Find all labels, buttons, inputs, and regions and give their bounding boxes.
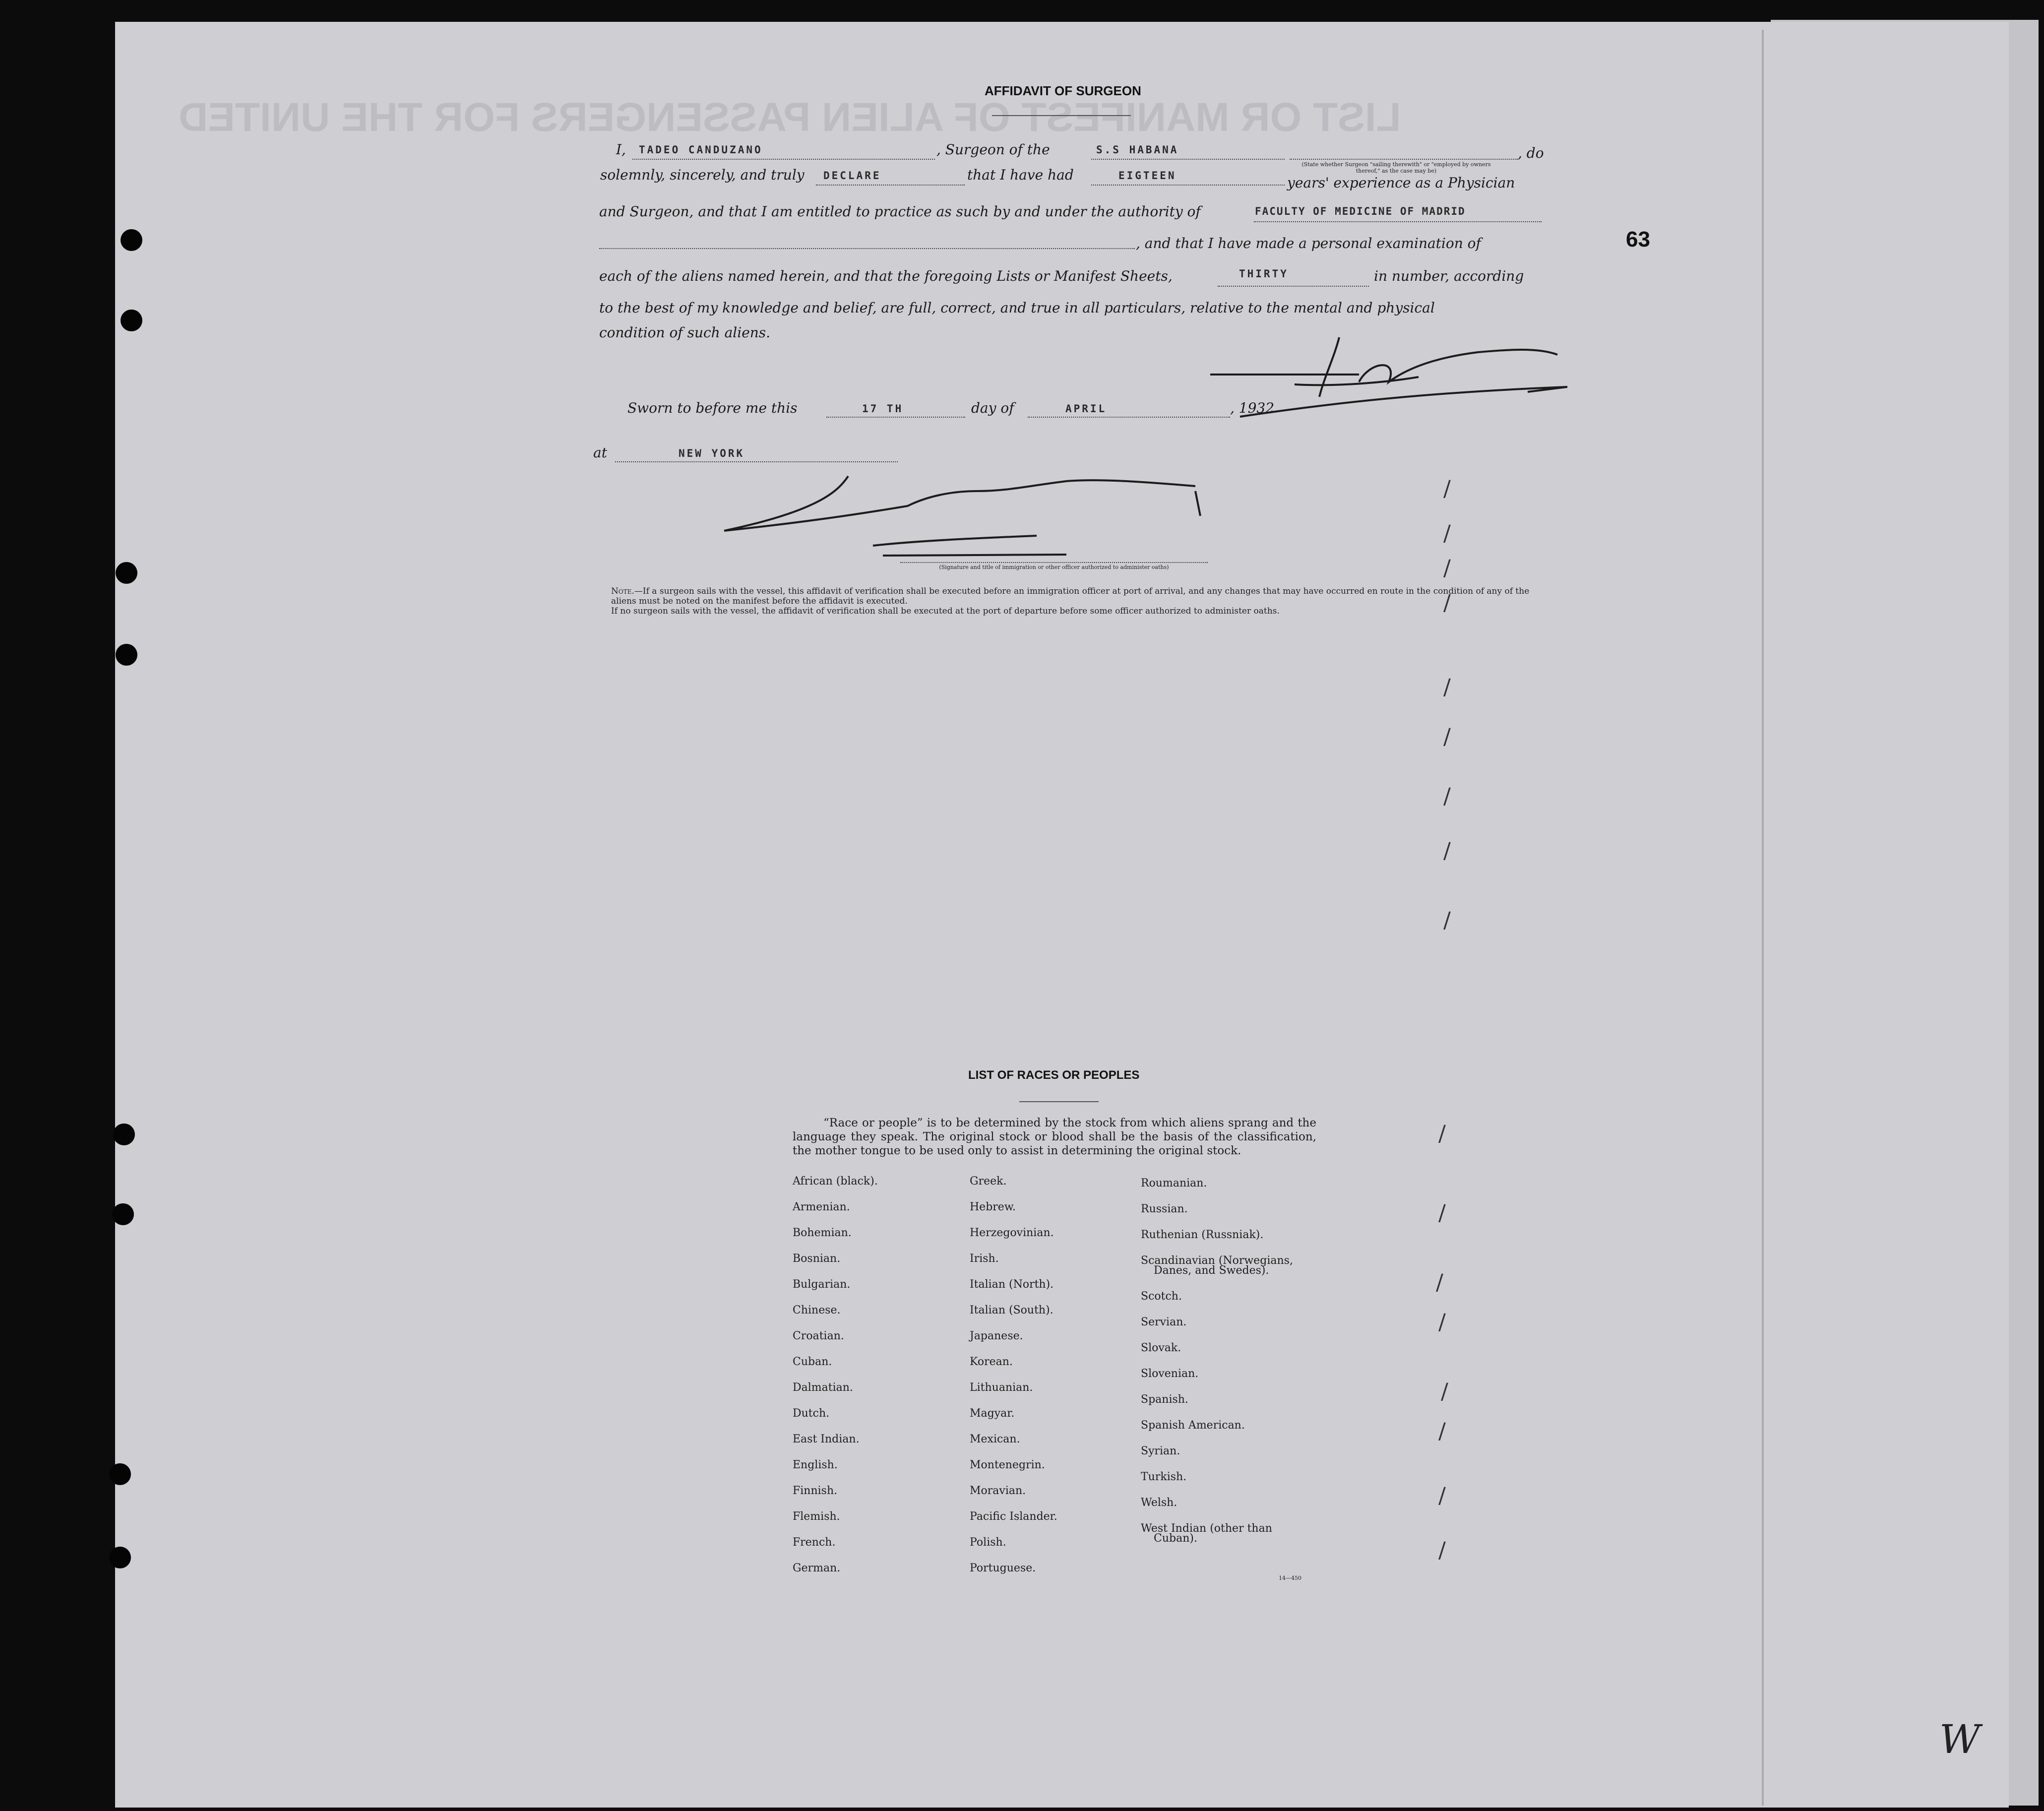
punch-hole <box>112 1203 134 1225</box>
check-tick: / <box>1438 1538 1446 1563</box>
punch-hole <box>116 644 137 666</box>
race-entry: Moravian. <box>970 1485 1026 1497</box>
race-entry: Portuguese. <box>970 1562 1036 1574</box>
race-entry: Slovak. <box>1141 1342 1181 1354</box>
title-underline <box>992 115 1131 116</box>
note-text-1: —If a surgeon sails with the vessel, this affidavit of verification shall be executed before an immigration officer at port of arrival, and any changes that may have occurred en route in the condition of any of the aliens must be noted on the manifest before the affidavit is executed. <box>611 586 1530 606</box>
manifest-sheet-count: THIRTY <box>1239 268 1289 280</box>
fill-line <box>1254 221 1542 222</box>
race-entry: Welsh. <box>1141 1497 1177 1509</box>
race-entry: English. <box>793 1459 838 1471</box>
sworn-month: APRIL <box>1065 403 1107 415</box>
affidavit-line5-end: in number, according <box>1374 268 1524 284</box>
fill-line <box>599 248 1135 249</box>
check-tick: / <box>1438 1200 1446 1226</box>
check-tick: / <box>1441 1379 1448 1404</box>
race-entry: Italian (South). <box>970 1304 1053 1316</box>
years-experience: EIGTEEN <box>1118 170 1177 182</box>
race-entry: Scandinavian (Norwegians, <box>1141 1254 1293 1267</box>
fill-line <box>1290 159 1518 160</box>
race-entry: Italian (North). <box>970 1278 1054 1291</box>
check-tick: / <box>1443 556 1451 581</box>
fill-line <box>1218 286 1369 287</box>
affidavit-line7: condition of such aliens. <box>599 324 771 341</box>
race-entry: Greek. <box>970 1175 1007 1187</box>
races-column-2 <box>970 1176 1057 1574</box>
race-entry: French. <box>793 1536 836 1549</box>
race-entry: Roumanian. <box>1141 1177 1207 1189</box>
sworn-year: , 1932 <box>1230 400 1275 416</box>
race-entry: Cuban). <box>1154 1532 1197 1545</box>
fill-line <box>1091 185 1285 186</box>
races-column-1 <box>793 1176 878 1574</box>
race-entry: Bohemian. <box>793 1227 852 1239</box>
check-tick: / <box>1443 784 1451 809</box>
race-entry: Slovenian. <box>1141 1368 1199 1380</box>
affidavit-line2-prefix: solemnly, sincerely, and truly <box>600 167 805 183</box>
officer-signature-caption: (Signature and title of immigration or other officer authorized to administer oaths) <box>939 564 1169 570</box>
race-entry: Japanese. <box>970 1330 1023 1342</box>
race-entry: Irish. <box>970 1252 999 1265</box>
race-entry: Hebrew. <box>970 1201 1016 1213</box>
affidavit-line1-mid: , Surgeon of the <box>936 141 1050 158</box>
race-entry: Spanish American. <box>1141 1419 1245 1432</box>
race-entry: Servian. <box>1141 1316 1187 1328</box>
race-entry: Bosnian. <box>793 1252 841 1265</box>
race-entry: African (black). <box>793 1175 878 1187</box>
at-label: at <box>593 444 607 461</box>
declare-word: DECLARE <box>823 170 881 182</box>
affidavit-line4-end: , and that I have made a personal examination of <box>1136 235 1481 251</box>
sworn-prefix: Sworn to before me this <box>627 400 798 416</box>
document-page <box>115 22 2009 1808</box>
fill-line <box>1091 159 1285 160</box>
fill-line <box>632 159 935 160</box>
sworn-day: 17 TH <box>862 403 904 415</box>
affidavit-line3: and Surgeon, and that I am entitled to practice as such by and under the authority of <box>599 203 1201 220</box>
affidavit-line1-prefix: I, <box>616 141 626 158</box>
form-number: 14—450 <box>1279 1575 1301 1581</box>
note-label: Note. <box>611 586 634 596</box>
officer-signature-line <box>900 562 1208 563</box>
state-whether-note: (State whether Surgeon "sailing therewith" or "employed by owners thereof," as the case may be) <box>1301 161 1491 174</box>
affidavit-line5-prefix: each of the aliens named herein, and that the foregoing Lists or Manifest Sheets, <box>599 268 1173 284</box>
fill-line <box>816 185 965 186</box>
race-entry: West Indian (other than <box>1141 1522 1272 1535</box>
licensing-authority: FACULTY OF MEDICINE OF MADRID <box>1255 205 1466 217</box>
race-entry: Herzegovinian. <box>970 1227 1054 1239</box>
punch-hole <box>121 310 142 331</box>
race-entry: Korean. <box>970 1356 1013 1368</box>
race-entry: Polish. <box>970 1536 1006 1549</box>
race-entry: Pacific Islander. <box>970 1510 1057 1523</box>
races-column-3 <box>1141 1178 1293 1545</box>
check-tick: / <box>1443 521 1451 546</box>
affidavit-line6: to the best of my knowledge and belief, are full, correct, and true in all particulars, relative to the mental and physical <box>599 300 1435 316</box>
check-tick: / <box>1438 1483 1446 1508</box>
races-intro: “Race or people” is to be determined by the stock from which aliens sprang and the language they speak. The original stock or blood shall be the basis of the classification, the mother tongue to be used only to assist in determining the original stock. <box>793 1117 1316 1157</box>
officer-signature <box>719 471 1215 561</box>
race-entry: Bulgarian. <box>793 1278 851 1291</box>
check-tick: / <box>1438 1419 1446 1444</box>
race-entry: Flemish. <box>793 1510 840 1523</box>
race-entry: East Indian. <box>793 1433 860 1445</box>
race-entry: Russian. <box>1141 1203 1188 1215</box>
race-entry: Syrian. <box>1141 1445 1180 1457</box>
race-entry: Danes, and Swedes). <box>1154 1264 1269 1277</box>
race-entry: Finnish. <box>793 1485 838 1497</box>
affidavit-note <box>611 586 1539 606</box>
check-tick: / <box>1443 908 1451 933</box>
check-tick: / <box>1443 724 1451 749</box>
fill-line <box>1028 417 1230 418</box>
race-entry: Croatian. <box>793 1330 844 1342</box>
race-entry: Mexican. <box>970 1433 1020 1445</box>
fill-line <box>826 417 965 418</box>
fill-line <box>615 461 898 462</box>
check-tick: / <box>1443 590 1451 616</box>
margin-mark: W <box>1939 1716 1981 1762</box>
bleed-through-header: LIST OR MANIFEST OF ALIEN PASSENGERS FOR THE UNITED <box>179 95 1401 140</box>
check-tick: / <box>1438 1121 1446 1146</box>
check-tick: / <box>1443 675 1451 700</box>
check-tick: / <box>1438 1310 1446 1335</box>
race-entry: Scotch. <box>1141 1290 1182 1303</box>
surgeon-name: TADEO CANDUZANO <box>639 144 763 156</box>
affidavit-line1-end: , do <box>1518 145 1544 161</box>
race-entry: Dalmatian. <box>793 1381 853 1394</box>
vessel-name: S.S HABANA <box>1096 144 1179 156</box>
races-title-underline <box>1019 1101 1099 1102</box>
sheet-edge <box>1762 30 1764 1806</box>
check-tick: / <box>1443 838 1451 864</box>
races-title: LIST OF RACES OR PEOPLES <box>968 1068 1140 1082</box>
affidavit-line2-mid: that I have had <box>967 167 1074 183</box>
race-entry: Lithuanian. <box>970 1381 1033 1394</box>
race-entry: Turkish. <box>1141 1471 1187 1483</box>
page-number: 63 <box>1626 227 1650 251</box>
race-entry: Cuban. <box>793 1356 832 1368</box>
punch-hole <box>121 229 142 251</box>
race-entry: Montenegrin. <box>970 1459 1045 1471</box>
race-entry: Magyar. <box>970 1407 1015 1420</box>
punch-hole <box>113 1124 135 1145</box>
affidavit-title: AFFIDAVIT OF SURGEON <box>985 83 1141 98</box>
race-entry: Ruthenian (Russniak). <box>1141 1229 1264 1241</box>
affidavit-line2-end: years' experience as a Physician <box>1287 175 1515 191</box>
check-tick: / <box>1436 1270 1443 1295</box>
sworn-day-of: day of <box>971 400 1014 416</box>
note-text-2: If no surgeon sails with the vessel, the affidavit of verification shall be executed at the port of departure before some officer authorized to administer oaths. <box>611 606 1280 616</box>
punch-hole <box>116 562 137 584</box>
sworn-place: NEW YORK <box>679 447 745 459</box>
race-entry: Spanish. <box>1141 1393 1188 1406</box>
check-tick: / <box>1443 476 1451 501</box>
punch-hole <box>109 1547 131 1568</box>
punch-hole <box>109 1463 131 1485</box>
race-entry: Armenian. <box>793 1201 850 1213</box>
race-entry: German. <box>793 1562 841 1574</box>
race-entry: Dutch. <box>793 1407 830 1420</box>
race-entry: Chinese. <box>793 1304 841 1316</box>
